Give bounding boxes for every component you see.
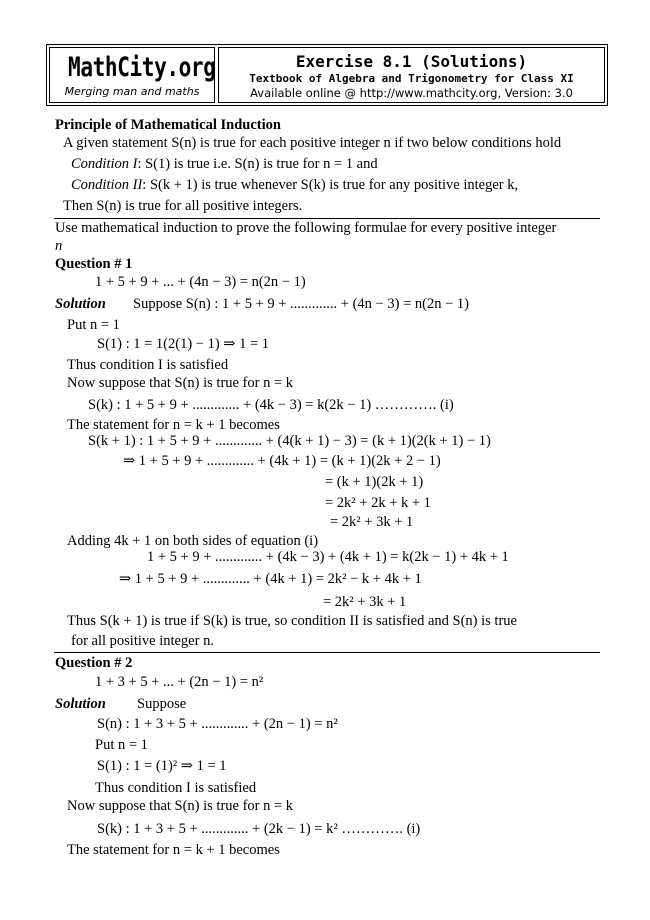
- q1-put: Put n = 1: [67, 317, 120, 333]
- q1-heading: Question # 1: [55, 256, 133, 272]
- q1-sk1: S(k + 1) : 1 + 5 + 9 + ............. + (4(k + 1) − 3) = (k + 1)(2(k + 1) − 1): [88, 433, 491, 449]
- logo-box: [49, 47, 215, 103]
- q2-statement: The statement for n = k + 1 becomes: [67, 842, 280, 858]
- q2-s1: S(1) : 1 = (1)² ⇒ 1 = 1: [97, 758, 227, 774]
- site-logo[interactable]: MathCity.org: [68, 52, 216, 83]
- condition-1: [71, 155, 378, 173]
- q2-solution-label: Solution: [55, 696, 106, 712]
- principle-conclusion: Then S(n) is true for all positive integers.: [63, 198, 303, 214]
- q2-formula: 1 + 3 + 5 + ... + (2n − 1) = n²: [95, 674, 264, 690]
- availability-link[interactable]: Available online @ http://www.mathcity.org, Version: 3.0: [250, 86, 573, 100]
- q1-eq3: = 2k² + 3k + 1: [330, 514, 414, 530]
- q1-suppose: Suppose S(n) : 1 + 5 + 9 + ............. + (4n − 3) = n(2n − 1): [133, 296, 469, 312]
- tagline: Merging man and maths: [64, 85, 200, 98]
- instruction-line-1: Use mathematical induction to prove the following formulae for every positive integer: [55, 220, 557, 236]
- q1-condition-1: Thus condition I is satisfied: [67, 357, 229, 373]
- condition-1-text: : S(1) is true i.e. S(n) is true for n = 1 and: [137, 156, 378, 172]
- q1-s1: S(1) : 1 = 1(2(1) − 1) ⇒ 1 = 1: [97, 336, 269, 352]
- q1-sk: S(k) : 1 + 5 + 9 + ............. + (4k − 3) = k(2k − 1) …………. (i): [88, 397, 454, 413]
- condition-2-text: : S(k + 1) is true whenever S(k) is true for any positive integer k,: [142, 177, 519, 193]
- principle-heading: Principle of Mathematical Induction: [55, 117, 281, 133]
- q2-condition-1: Thus condition I is satisfied: [95, 780, 257, 796]
- q2-heading: Question # 2: [55, 655, 133, 671]
- q2-sk: S(k) : 1 + 3 + 5 + ............. + (2k − 1) = k² …………. (i): [97, 821, 421, 837]
- q2-put: Put n = 1: [95, 737, 148, 753]
- q1-statement: The statement for n = k + 1 becomes: [67, 417, 280, 433]
- book-subtitle: Textbook of Algebra and Trigonometry for Class XI: [249, 72, 574, 85]
- q1-add2: ⇒ 1 + 5 + 9 + ............. + (4k + 1) = 2k² − k + 4k + 1: [119, 571, 422, 587]
- header-box: [46, 44, 608, 106]
- q1-add1: 1 + 5 + 9 + ............. + (4k − 3) + (4k + 1) = k(2k − 1) + 4k + 1: [147, 549, 509, 565]
- q2-now: Now suppose that S(n) is true for n = k: [67, 798, 294, 814]
- page-title: Exercise 8.1 (Solutions): [295, 52, 528, 71]
- condition-2: [71, 176, 518, 194]
- q1-formula: 1 + 5 + 9 + ... + (4n − 3) = n(2n − 1): [95, 274, 306, 290]
- principle-intro: A given statement S(n) is true for each positive integer n if two below conditions hold: [63, 135, 562, 151]
- q1-eq2: = 2k² + 2k + k + 1: [325, 495, 431, 511]
- q1-eq1: = (k + 1)(2k + 1): [325, 474, 424, 490]
- q1-solution-label: Solution: [55, 296, 106, 312]
- q1-thus-1: Thus S(k + 1) is true if S(k) is true, so condition II is satisfied and S(n) is true: [67, 613, 517, 629]
- divider: [54, 652, 600, 653]
- q1-thus-2: for all positive integer n.: [71, 633, 214, 649]
- condition-2-label: Condition II: [71, 177, 143, 193]
- q1-adding: Adding 4k + 1 on both sides of equation (i): [67, 533, 319, 549]
- instruction-line-2: n: [55, 238, 63, 254]
- q1-add3: = 2k² + 3k + 1: [323, 594, 407, 610]
- condition-1-label: Condition I: [71, 156, 138, 172]
- q1-now: Now suppose that S(n) is true for n = k: [67, 375, 294, 391]
- q1-implies: ⇒ 1 + 5 + 9 + ............. + (4k + 1) = (k + 1)(2k + 2 − 1): [123, 453, 441, 469]
- q2-sn: S(n) : 1 + 3 + 5 + ............. + (2n − 1) = n²: [97, 716, 338, 732]
- q2-suppose: Suppose: [137, 696, 187, 712]
- title-box: [218, 47, 605, 103]
